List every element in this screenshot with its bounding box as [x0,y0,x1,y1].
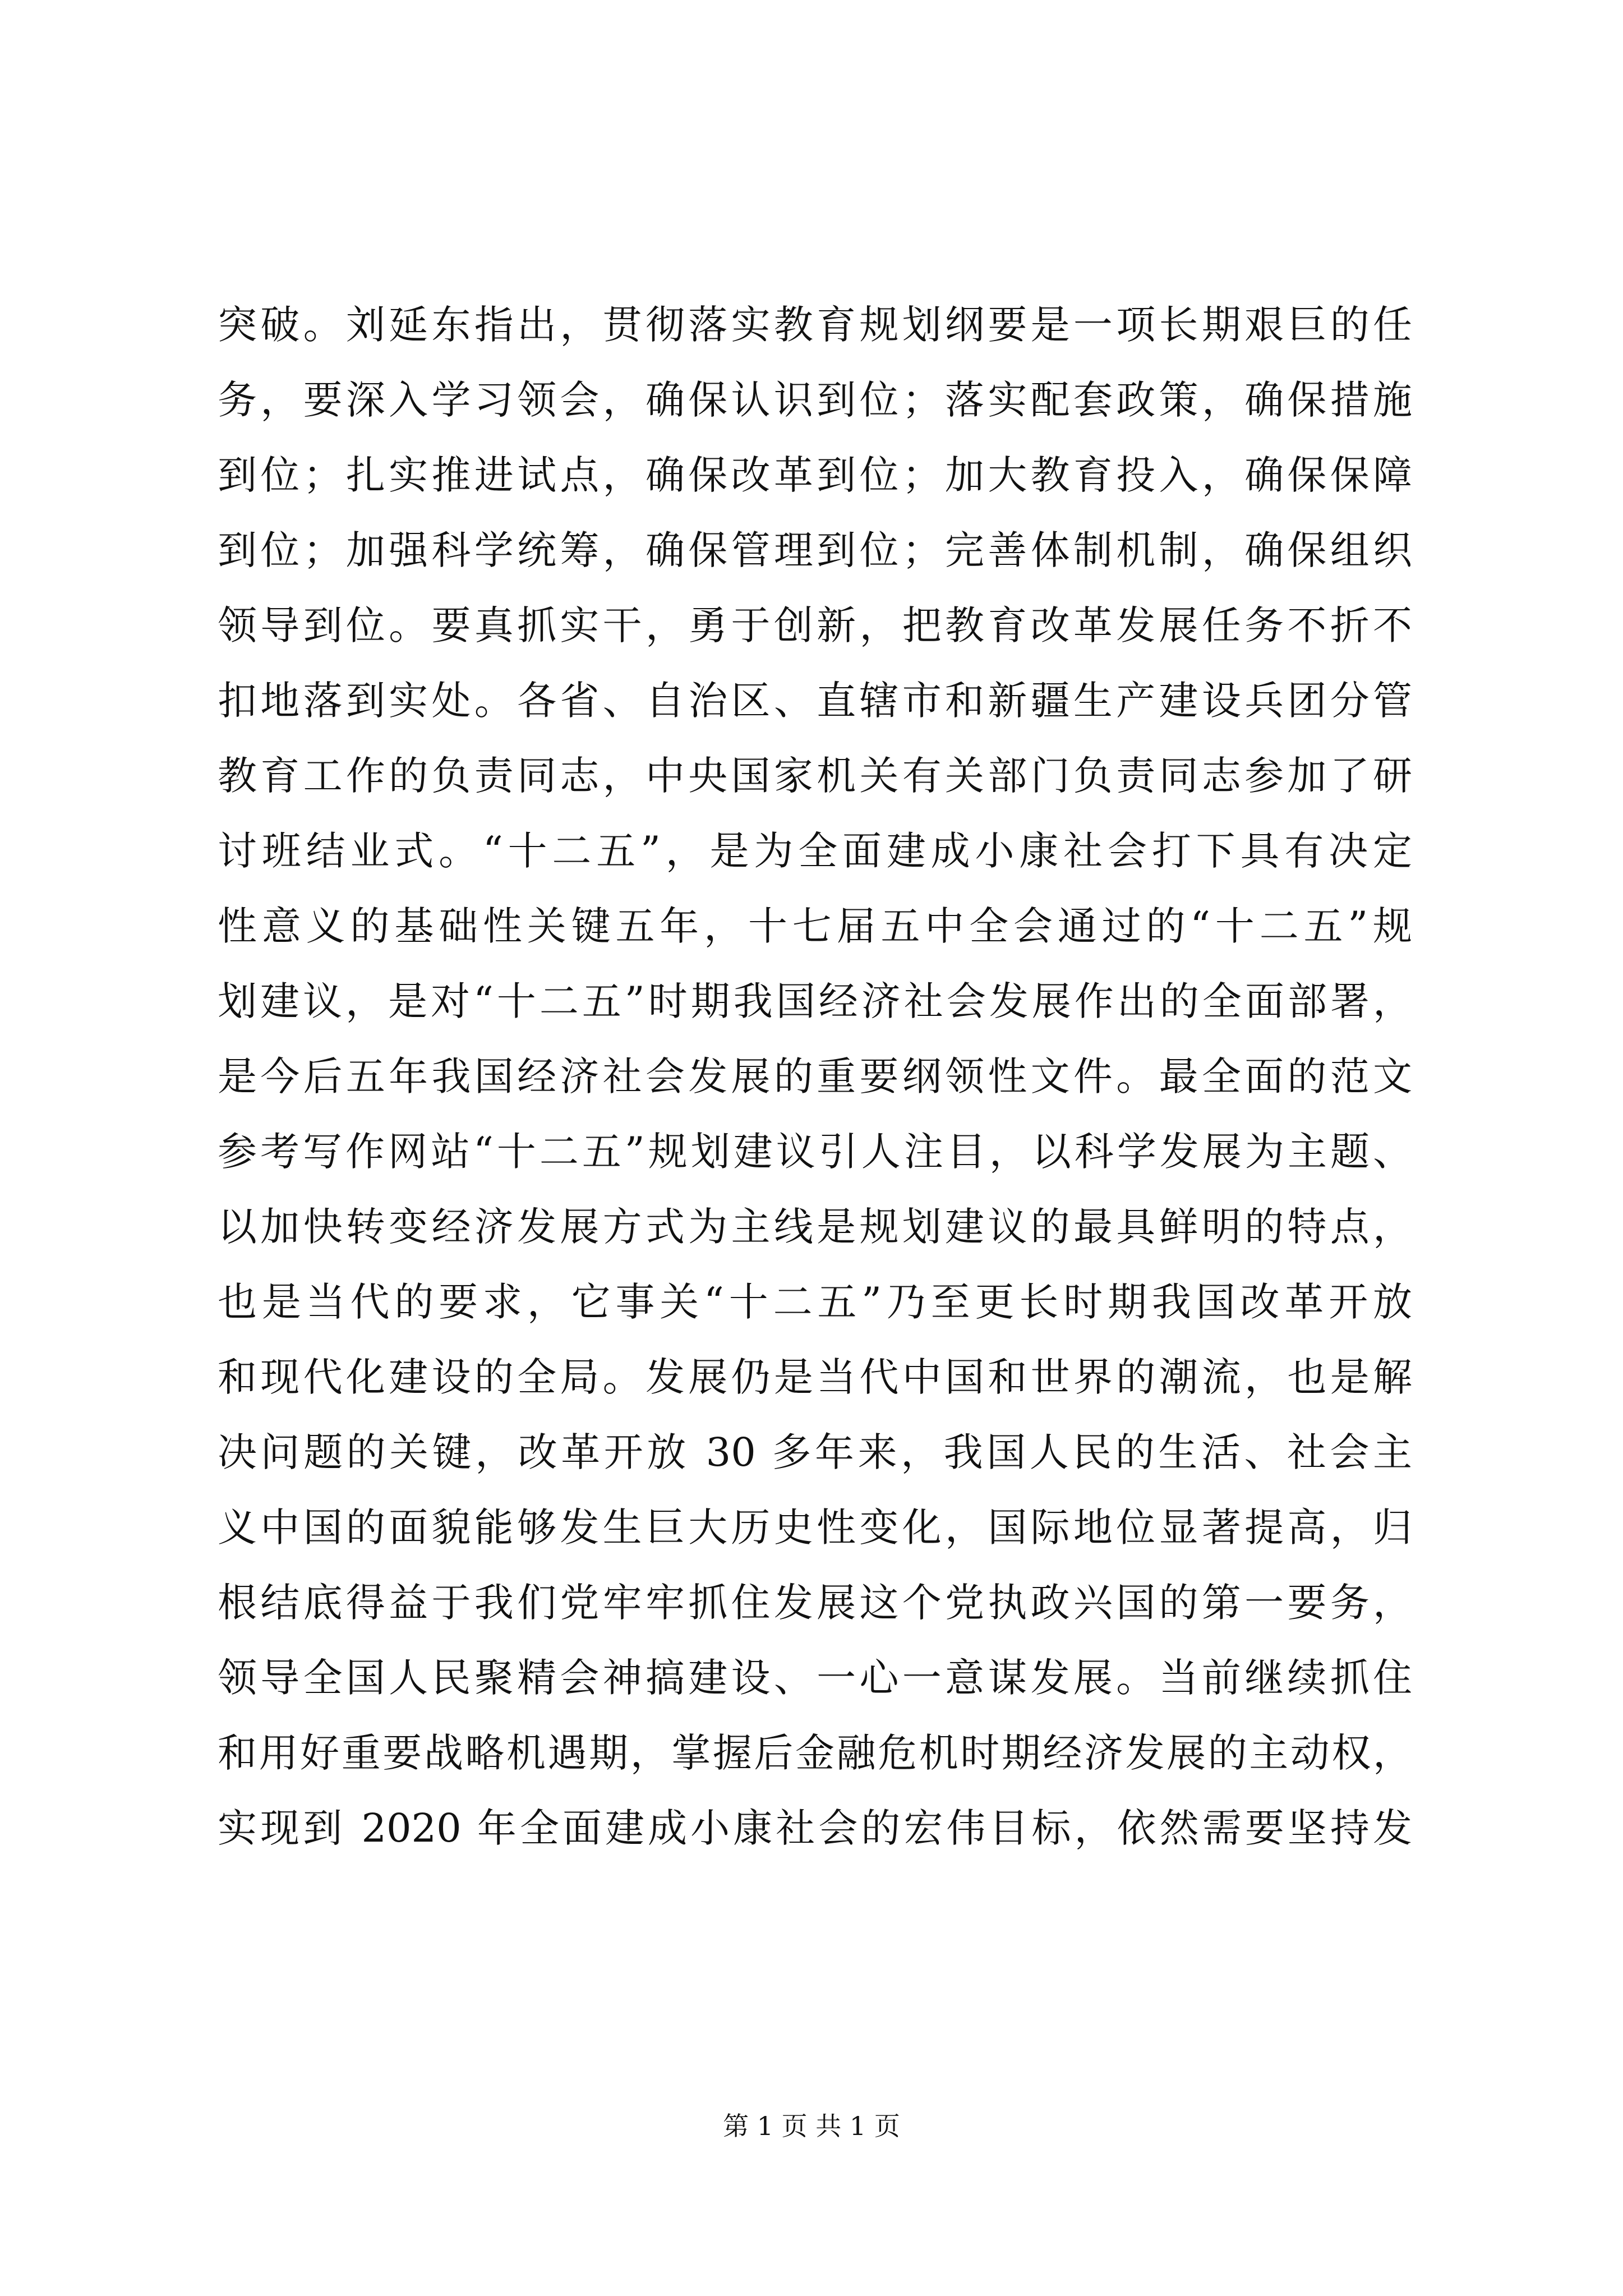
text-line: 也是当代的要求，它事关“十二五”乃至更长时期我国改革开放 [218,1279,1412,1325]
text-line: 和现代化建设的全局。发展仍是当代中国和世界的潮流，也是解 [218,1354,1412,1400]
text-line: 参考写作网站“十二五”规划建议引人注目，以科学发展为主题、 [218,1129,1412,1175]
text-line: 突破。刘延东指出，贯彻落实教育规划纲要是一项长期艰巨的任 [218,302,1412,348]
text-line: 务，要深入学习领会，确保认识到位；落实配套政策，确保措施 [218,377,1412,423]
text-line: 领导全国人民聚精会神搞建设、一心一意谋发展。当前继续抓住 [218,1655,1412,1701]
body-paragraph [218,287,1412,1866]
text-line: 扣地落到实处。各省、自治区、直辖市和新疆生产建设兵团分管 [218,678,1412,724]
text-line: 领导到位。要真抓实干，勇于创新，把教育改革发展任务不折不 [218,602,1412,648]
text-line: 是今后五年我国经济社会发展的重要纲领性文件。最全面的范文 [218,1053,1412,1099]
text-line: 以加快转变经济发展方式为主线是规划建议的最具鲜明的特点， [218,1204,1412,1250]
text-line: 到位；加强科学统筹，确保管理到位；完善体制机制，确保组织 [218,527,1412,573]
text-line: 实现到 2020 年全面建成小康社会的宏伟目标，依然需要坚持发 [218,1805,1412,1851]
text-line: 性意义的基础性关键五年，十七届五中全会通过的“十二五”规 [218,903,1412,949]
text-line: 划建议，是对“十二五”时期我国经济社会发展作出的全面部署， [218,978,1412,1024]
text-line: 教育工作的负责同志，中央国家机关有关部门负责同志参加了研 [218,753,1412,799]
text-line: 到位；扎实推进试点，确保改革到位；加大教育投入，确保保障 [218,452,1412,498]
text-line: 和用好重要战略机遇期，掌握后金融危机时期经济发展的主动权， [218,1730,1412,1776]
text-line: 决问题的关键，改革开放 30 多年来，我国人民的生活、社会主 [218,1429,1412,1475]
page-footer: 第 1 页 共 1 页 [723,2111,900,2141]
text-line: 义中国的面貌能够发生巨大历史性变化，国际地位显著提高，归 [218,1504,1412,1550]
text-line: 根结底得益于我们党牢牢抓住发展这个党执政兴国的第一要务， [218,1580,1412,1626]
text-line: 讨班结业式。“十二五”，是为全面建成小康社会打下具有决定 [218,828,1412,874]
